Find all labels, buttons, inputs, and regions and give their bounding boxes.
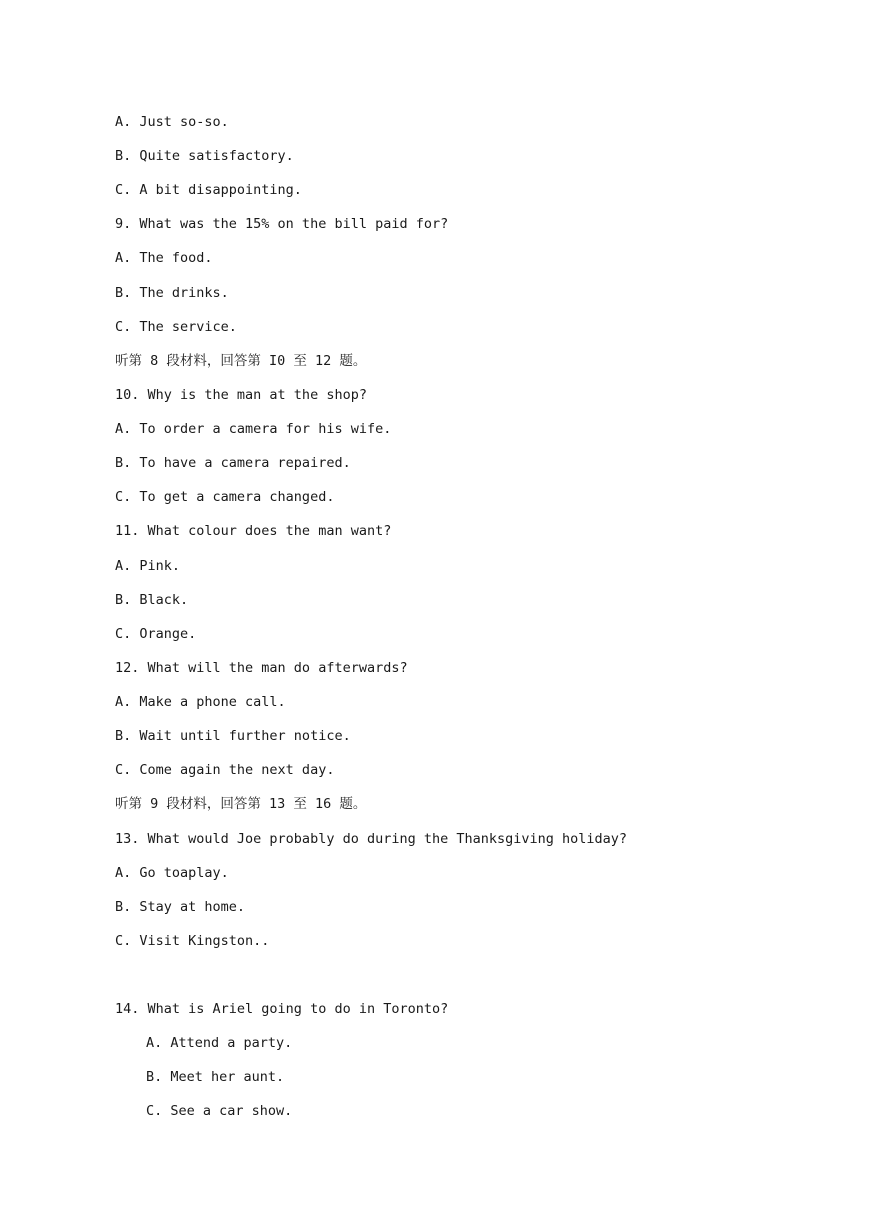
answer-option: A. Make a phone call. xyxy=(115,694,286,710)
question: 14. What is Ariel going to do in Toronto? xyxy=(115,1001,449,1017)
answer-option: A. Pink. xyxy=(115,558,181,574)
answer-option: B. Meet her aunt. xyxy=(146,1069,285,1085)
answer-option: B. To have a camera repaired. xyxy=(115,455,351,471)
answer-option: B. Stay at home. xyxy=(115,899,246,915)
answer-option: A. Go toaplay. xyxy=(115,865,229,881)
answer-option: B. Black. xyxy=(115,592,189,608)
answer-option: C. Come again the next day. xyxy=(115,762,335,778)
section-instruction: 听第 9 段材料，回答第 13 至 16 题。 xyxy=(115,796,367,812)
answer-option: C. A bit disappointing. xyxy=(115,182,302,198)
answer-option: A. The food. xyxy=(115,250,213,266)
question: 9. What was the 15% on the bill paid for? xyxy=(115,216,449,232)
answer-option: C. See a car show. xyxy=(146,1103,293,1119)
section-instruction: 听第 8 段材料，回答第 I0 至 12 题。 xyxy=(115,353,367,369)
answer-option: C. Visit Kingston.. xyxy=(115,933,270,949)
answer-option: B. Wait until further notice. xyxy=(115,728,351,744)
answer-option: A. To order a camera for his wife. xyxy=(115,421,392,437)
question: 10. Why is the man at the shop? xyxy=(115,387,367,403)
answer-option: C. Orange. xyxy=(115,626,197,642)
answer-option: B. Quite satisfactory. xyxy=(115,148,294,164)
answer-option: A. Just so-so. xyxy=(115,114,229,130)
answer-option: B. The drinks. xyxy=(115,285,229,301)
question: 12. What will the man do afterwards? xyxy=(115,660,408,676)
answer-option: A. Attend a party. xyxy=(146,1035,293,1051)
answer-option: C. To get a camera changed. xyxy=(115,489,335,505)
question: 13. What would Joe probably do during the Thanksgiving holiday? xyxy=(115,831,628,847)
answer-option: C. The service. xyxy=(115,319,237,335)
question: 11. What colour does the man want? xyxy=(115,523,392,539)
